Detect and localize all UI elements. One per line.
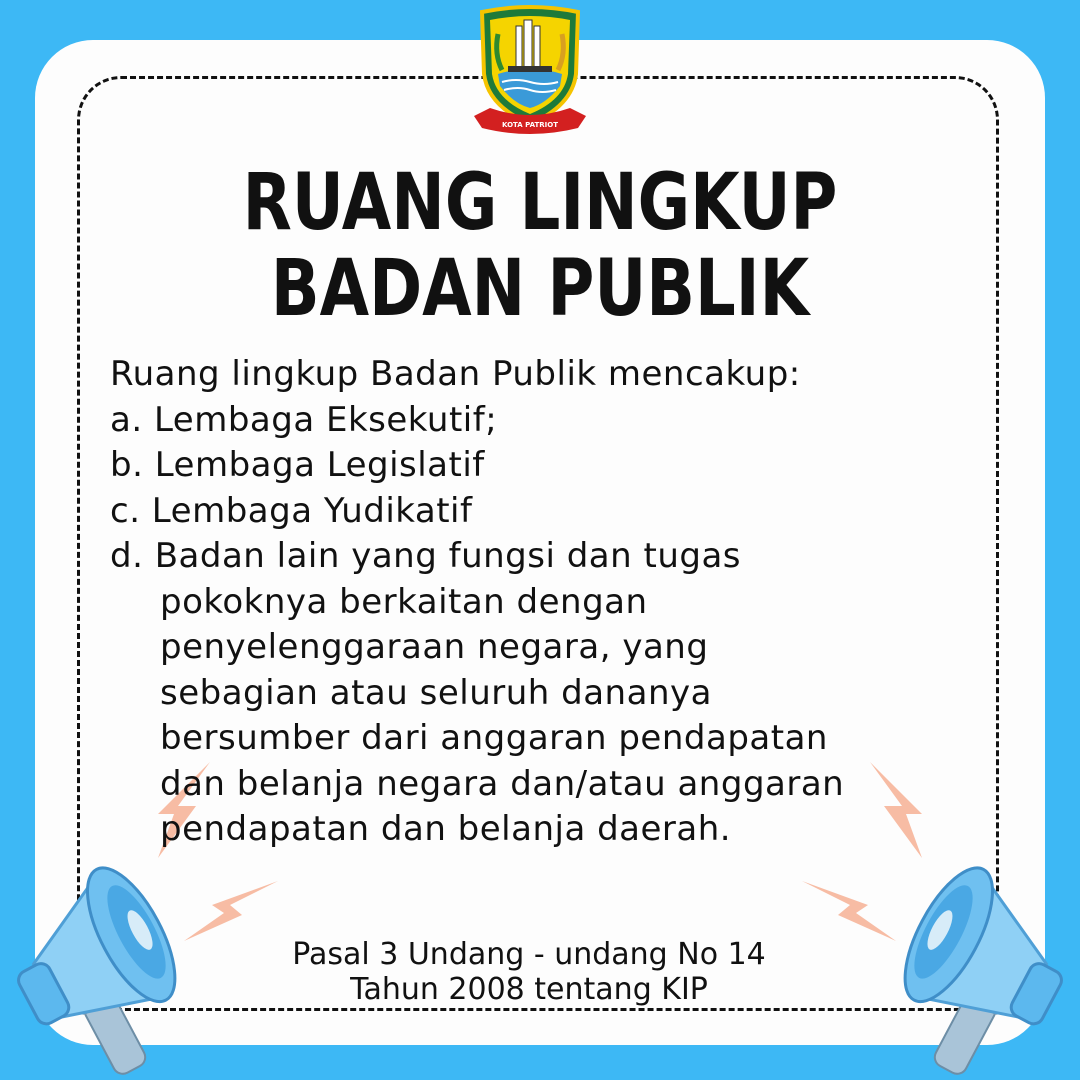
megaphone-icon	[0, 840, 210, 1080]
intro-text: Ruang lingkup Badan Publik mencakup:	[110, 354, 801, 394]
list-item-continuation: dan belanja negara dan/atau anggaran	[160, 763, 845, 804]
list-item: b. Lembaga Legislatif	[110, 445, 485, 485]
list-item-continuation: sebagian atau seluruh dananya	[160, 672, 712, 713]
footer-reference-line-1: Pasal 3 Undang - undang No 14	[292, 937, 766, 972]
page-title-line-1: RUANG LINGKUP	[242, 158, 838, 248]
list-item: a. Lembaga Eksekutif;	[110, 399, 498, 440]
page-title-line-2: BADAN PUBLIK	[270, 244, 810, 334]
city-emblem-logo	[468, 4, 592, 138]
list-item-continuation: pendapatan dan belanja daerah.	[160, 809, 732, 849]
footer-reference-line-2: Tahun 2008 tentang KIP	[350, 972, 708, 1007]
list-item-continuation: pokoknya berkaitan dengan	[160, 581, 648, 622]
list-item-continuation: bersumber dari anggaran pendapatan	[160, 718, 828, 758]
scope-description	[110, 352, 970, 853]
list-item: c. Lembaga Yudikatif	[110, 490, 473, 531]
logo-motto: KOTA PATRIOT	[501, 121, 559, 129]
list-item-continuation: penyelenggaraan negara, yang	[160, 627, 709, 667]
list-item: d. Badan lain yang fungsi dan tugas	[110, 536, 742, 576]
megaphone-icon	[870, 840, 1080, 1080]
